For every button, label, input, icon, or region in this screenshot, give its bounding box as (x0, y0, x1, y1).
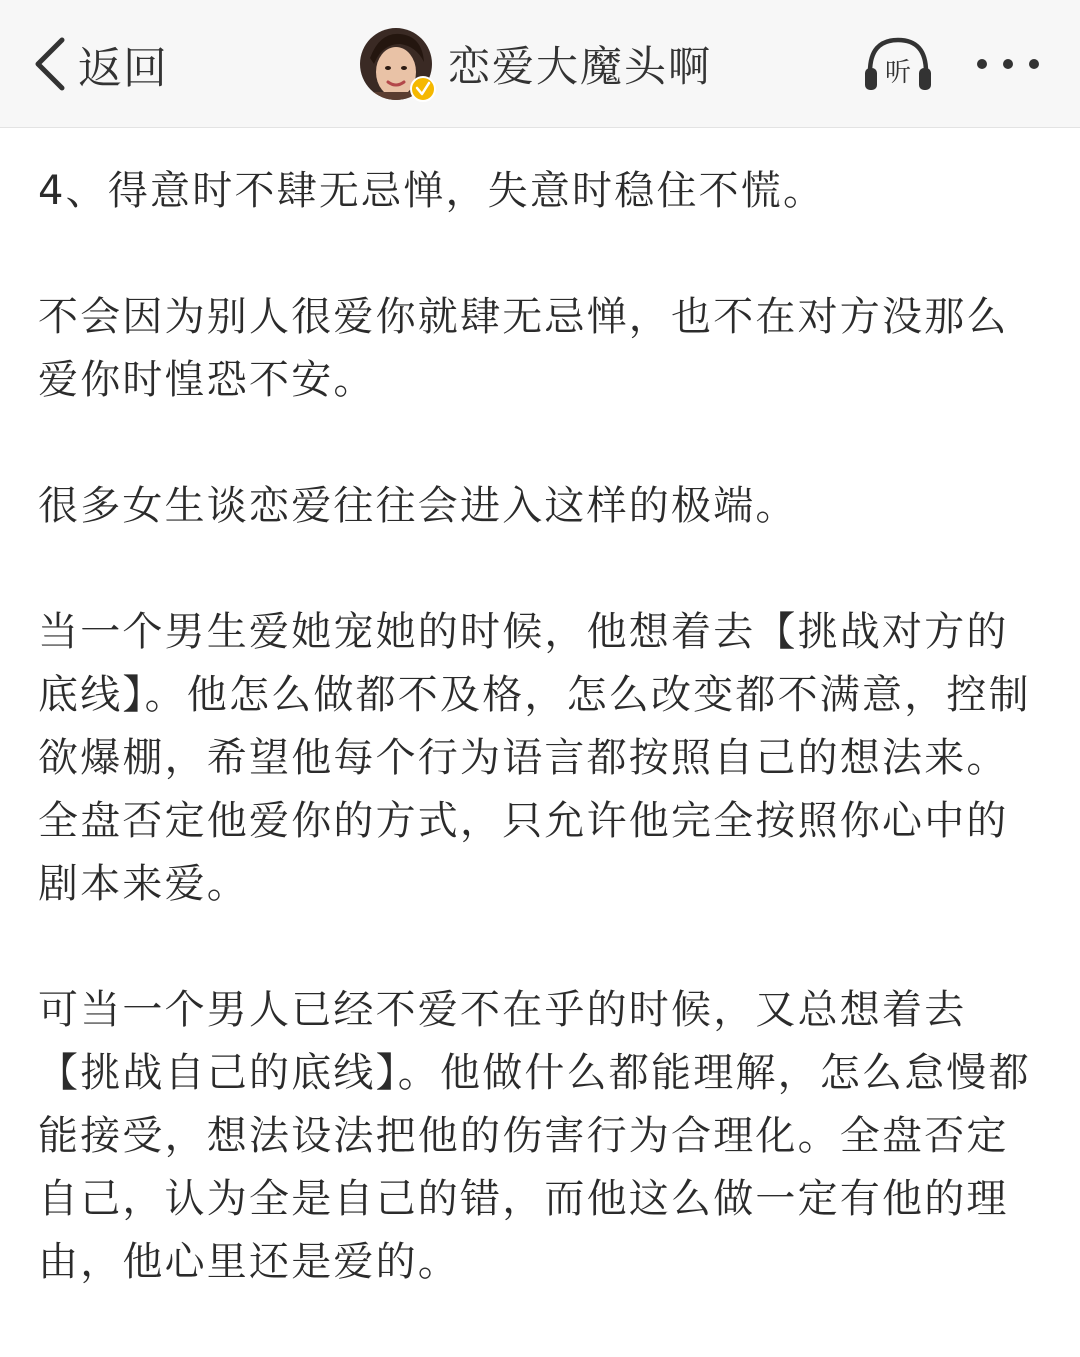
back-label: 返回 (78, 43, 168, 94)
chevron-left-icon (30, 34, 70, 94)
more-options-button[interactable] (970, 44, 1046, 84)
author-name[interactable]: 恋爱大魔头啊 (448, 42, 713, 91)
article-body (38, 160, 1048, 1357)
listen-button[interactable] (860, 32, 936, 96)
article-paragraph: 可当一个男人已经不爱不在乎的时候，又总想着去【挑战自己的底线】。他做什么都能理解，怎么怠慢都能接受，想法设法把他的伤害行为合理化。全盘否定自己，认为全是自己的错，而他这么做一定有他的理由，他心里还是爱的。 (38, 987, 1031, 1285)
article-paragraph: 很多女生谈恋爱往往会进入这样的极端。 (38, 483, 798, 529)
top-navigation-bar (0, 0, 1080, 128)
author-profile[interactable] (360, 26, 712, 102)
verified-badge-icon (410, 76, 436, 102)
article-paragraph: 不会因为别人很爱你就肆无忌惮，也不在对方没那么爱你时惶恐不安。 (38, 294, 1009, 403)
article-paragraph: 4、得意时不肆无忌惮，失意时稳住不慌。 (38, 168, 826, 214)
more-dots-icon (970, 44, 1046, 84)
headphones-icon (860, 32, 936, 96)
listen-label: 听 (884, 58, 912, 88)
article-paragraph: 当一个男生爱她宠她的时候，他想着去【挑战对方的底线】。他怎么做都不及格，怎么改变都不满意，控制欲爆棚，希望他每个行为语言都按照自己的想法来。全盘否定他爱你的方式，只允许他完全按照你心中的剧本来爱。 (38, 609, 1031, 907)
avatar[interactable] (360, 28, 432, 100)
back-button[interactable] (30, 30, 168, 98)
